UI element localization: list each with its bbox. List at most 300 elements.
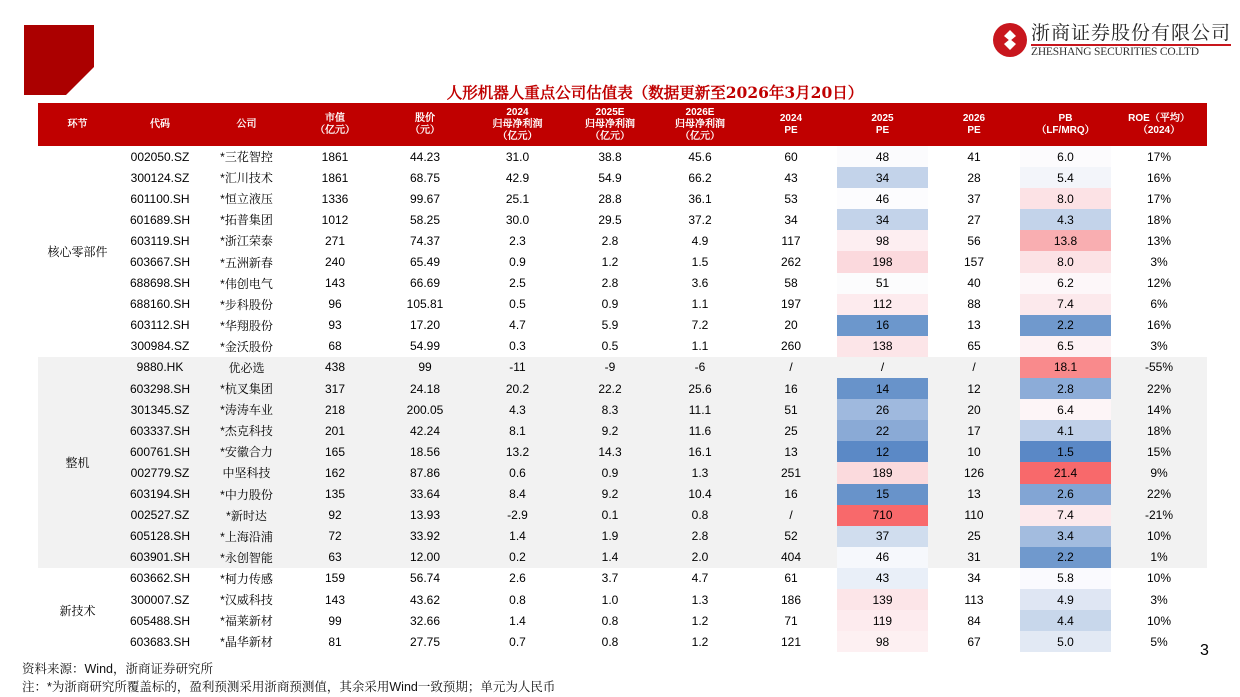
code-cell: 603667.SH <box>129 255 191 270</box>
market-cap-cell: 1336 <box>321 191 349 206</box>
pe-2025-cell: 46 <box>837 188 928 209</box>
table-row <box>38 631 1207 652</box>
pe-2025-cell: 16 <box>837 315 928 336</box>
profit-2025e-cell: 2.8 <box>601 276 619 291</box>
code-cell: 603194.SH <box>117 484 203 505</box>
pb-cell: 6.2 <box>1020 273 1111 294</box>
pb-cell: 7.4 <box>1020 505 1111 526</box>
profit-2026e-cell: 4.7 <box>691 571 709 586</box>
company-cell: *福莱新材 <box>220 614 273 629</box>
profit-2024-cell: 20.2 <box>470 378 565 399</box>
pb-cell: 6.0 <box>1020 146 1111 167</box>
pe-2026-cell: 12 <box>928 378 1020 399</box>
roe-cell: 16% <box>1146 170 1172 185</box>
market-cap-cell: 63 <box>290 547 380 568</box>
column-header: 公司 <box>203 103 290 146</box>
price-cell: 27.75 <box>409 634 441 649</box>
roe-cell: 3% <box>1150 592 1168 607</box>
profit-2025e-cell: 0.8 <box>601 613 619 628</box>
code-cell: 300124.SZ <box>130 170 190 185</box>
pe-2026-cell: 157 <box>963 255 985 270</box>
price-cell: 32.66 <box>409 613 441 628</box>
price-cell: 200.05 <box>380 399 470 420</box>
profit-2025e-cell: 5.9 <box>601 318 619 333</box>
market-cap-cell: 143 <box>324 276 346 291</box>
logo-cn: 浙商证券股份有限公司 <box>1031 22 1232 44</box>
pe-2026-cell: 65 <box>967 339 981 354</box>
pb-cell: 8.0 <box>1020 188 1111 209</box>
profit-2026e-cell: 1.2 <box>691 634 709 649</box>
price-cell: 87.86 <box>380 462 470 483</box>
profit-2025e-cell: 0.9 <box>565 462 655 483</box>
profit-2024-cell: 2.3 <box>509 233 526 248</box>
profit-2024-cell: -2.9 <box>470 505 565 526</box>
pb-cell: 4.3 <box>1020 209 1111 230</box>
pb-cell: 18.1 <box>1020 357 1111 378</box>
code-cell: 600761.SH <box>117 441 203 462</box>
pe-2025-cell: 139 <box>837 589 928 610</box>
company-cell: *永创智能 <box>203 547 290 568</box>
profit-2026e-cell: 66.2 <box>688 170 712 185</box>
pe-2024-cell: 60 <box>784 149 798 164</box>
table-row <box>38 610 1207 631</box>
logo-en: ZHESHANG SECURITIES CO.LTD <box>1031 46 1199 58</box>
table-row <box>38 336 1207 357</box>
code-cell: 002050.SZ <box>130 149 190 164</box>
pe-2025-cell: 119 <box>837 610 928 631</box>
pe-2025-cell: 34 <box>837 209 928 230</box>
pe-2026-cell: 28 <box>967 170 981 185</box>
column-header: 环节 <box>38 103 117 146</box>
code-cell: 002779.SZ <box>117 462 203 483</box>
price-cell: 33.92 <box>380 526 470 547</box>
profit-2024-cell: 31.0 <box>505 149 530 164</box>
profit-2026e-cell: 1.1 <box>691 297 709 312</box>
code-cell: 603112.SH <box>130 318 190 333</box>
company-cell: *华翔股份 <box>220 318 273 333</box>
price-cell: 12.00 <box>380 547 470 568</box>
pe-2024-cell: 61 <box>784 571 798 586</box>
pe-2026-cell: 56 <box>967 233 981 248</box>
roe-cell: 15% <box>1111 441 1207 462</box>
pb-cell: 5.0 <box>1020 631 1111 652</box>
pe-2026-cell: 10 <box>928 441 1020 462</box>
company-cell: *柯力传感 <box>220 571 273 586</box>
column-header: PB （LF/MRQ） <box>1020 103 1111 146</box>
market-cap-cell: 93 <box>328 318 342 333</box>
pe-2024-cell: 51 <box>745 399 837 420</box>
pe-2025-cell: 46 <box>837 547 928 568</box>
pe-2025-cell: 138 <box>837 336 928 357</box>
code-cell: 301345.SZ <box>117 399 203 420</box>
pb-cell: 5.8 <box>1020 568 1111 589</box>
roe-cell: 5% <box>1150 634 1168 649</box>
market-cap-cell: 162 <box>290 462 380 483</box>
roe-cell: 14% <box>1111 399 1207 420</box>
price-cell: 18.56 <box>380 441 470 462</box>
segment-label: 新技术 <box>38 568 117 652</box>
profit-2025e-cell: 8.3 <box>565 399 655 420</box>
profit-2024-cell: 30.0 <box>505 212 530 227</box>
column-header: 股价 （元） <box>380 103 470 146</box>
pe-2025-cell: / <box>837 357 928 378</box>
pb-cell: 4.1 <box>1020 420 1111 441</box>
valuation-table <box>38 103 1207 652</box>
code-cell: 603298.SH <box>117 378 203 399</box>
pe-2026-cell: 88 <box>967 297 981 312</box>
profit-2025e-cell: 54.9 <box>598 170 622 185</box>
profit-2024-cell: 2.6 <box>509 571 526 586</box>
company-cell: *三花智控 <box>220 150 273 165</box>
table-row <box>38 294 1207 315</box>
table-header <box>38 103 1207 146</box>
market-cap-cell: 438 <box>290 357 380 378</box>
profit-2025e-cell: 9.2 <box>565 484 655 505</box>
pe-2024-cell: / <box>745 357 837 378</box>
company-cell: *浙江荣泰 <box>220 234 273 249</box>
pe-2024-cell: 34 <box>784 212 798 227</box>
column-header: 市值 （亿元） <box>290 103 380 146</box>
pe-2025-cell: 51 <box>837 273 928 294</box>
pe-2026-cell: 20 <box>928 399 1020 420</box>
price-cell: 58.25 <box>409 212 441 227</box>
profit-2026e-cell: 16.1 <box>655 441 745 462</box>
column-header: 2025E 归母净利润 （亿元） <box>565 103 655 146</box>
company-cell: *汉威科技 <box>220 593 273 608</box>
profit-2024-cell: 13.2 <box>470 441 565 462</box>
profit-2025e-cell: 1.0 <box>601 592 619 607</box>
code-cell: 601100.SH <box>130 191 190 206</box>
company-cell: *上海沿浦 <box>203 526 290 547</box>
pe-2024-cell: 13 <box>745 441 837 462</box>
roe-cell: -55% <box>1111 357 1207 378</box>
pe-2024-cell: 16 <box>745 378 837 399</box>
profit-2026e-cell: 1.5 <box>691 255 709 270</box>
price-cell: 44.23 <box>409 149 441 164</box>
pe-2024-cell: 20 <box>784 318 798 333</box>
pb-cell: 2.2 <box>1020 315 1111 336</box>
profit-2024-cell: 0.8 <box>509 592 526 607</box>
profit-2024-cell: 1.4 <box>509 613 526 628</box>
pe-2025-cell: 15 <box>837 484 928 505</box>
company-logo <box>993 22 1231 58</box>
pe-2024-cell: 58 <box>784 276 798 291</box>
table-row <box>38 167 1207 188</box>
price-cell: 54.99 <box>409 339 441 354</box>
logo-icon <box>993 23 1027 57</box>
pe-2026-cell: 67 <box>967 634 981 649</box>
pe-2024-cell: / <box>745 505 837 526</box>
profit-2025e-cell: 0.5 <box>601 339 619 354</box>
column-header: 2025 PE <box>837 103 928 146</box>
pe-2025-cell: 34 <box>837 167 928 188</box>
market-cap-cell: 1861 <box>321 170 349 185</box>
table-row <box>38 251 1207 272</box>
table-row <box>38 484 1207 505</box>
pb-cell: 4.4 <box>1020 610 1111 631</box>
roe-cell: 10% <box>1146 571 1172 586</box>
code-cell: 300984.SZ <box>130 339 190 354</box>
pe-2026-cell: 84 <box>967 613 981 628</box>
price-cell: 17.20 <box>409 318 441 333</box>
profit-2025e-cell: 22.2 <box>565 378 655 399</box>
column-header: ROE（平均） （2024） <box>1111 103 1207 146</box>
table-row <box>38 230 1207 251</box>
profit-2024-cell: 2.5 <box>509 276 526 291</box>
market-cap-cell: 1012 <box>321 212 349 227</box>
company-cell: *汇川技术 <box>220 171 273 186</box>
price-cell: 66.69 <box>409 276 441 291</box>
profit-2026e-cell: 2.8 <box>655 526 745 547</box>
roe-cell: 18% <box>1146 212 1172 227</box>
roe-cell: 22% <box>1111 484 1207 505</box>
table-row <box>38 589 1207 610</box>
profit-2024-cell: 4.3 <box>470 399 565 420</box>
table-title: 人形机器人重点公司估值表（数据更新至2026年3月20日） <box>446 83 864 102</box>
roe-cell: 16% <box>1146 318 1172 333</box>
profit-2024-cell: 0.2 <box>470 547 565 568</box>
profit-2025e-cell: 29.5 <box>598 212 622 227</box>
pb-cell: 5.4 <box>1020 167 1111 188</box>
pb-cell: 13.8 <box>1020 230 1111 251</box>
code-cell: 601689.SH <box>129 212 191 227</box>
company-cell: *金沃股份 <box>220 339 273 354</box>
pe-2026-cell: 34 <box>967 571 981 586</box>
market-cap-cell: 92 <box>290 505 380 526</box>
pb-cell: 7.4 <box>1020 294 1111 315</box>
pe-2026-cell: 41 <box>967 149 981 164</box>
price-cell: 68.75 <box>409 170 441 185</box>
pb-cell: 2.8 <box>1020 378 1111 399</box>
profit-2025e-cell: 28.8 <box>598 191 622 206</box>
code-cell: 9880.HK <box>117 357 203 378</box>
market-cap-cell: 240 <box>324 255 346 270</box>
code-cell: 605488.SH <box>129 613 191 628</box>
market-cap-cell: 96 <box>328 297 342 312</box>
pe-2025-cell: 98 <box>837 230 928 251</box>
table-row <box>38 399 1207 420</box>
pe-2026-cell: 13 <box>928 484 1020 505</box>
profit-2026e-cell: -6 <box>655 357 745 378</box>
profit-2026e-cell: 1.3 <box>655 462 745 483</box>
pe-2025-cell: 22 <box>837 420 928 441</box>
column-header: 2024 PE <box>745 103 837 146</box>
price-cell: 33.64 <box>380 484 470 505</box>
company-cell: *安徽合力 <box>203 441 290 462</box>
code-cell: 603337.SH <box>117 420 203 441</box>
code-cell: 688160.SH <box>129 297 191 312</box>
segment-label: 整机 <box>38 357 117 568</box>
profit-2024-cell: 0.3 <box>509 339 526 354</box>
pb-cell: 21.4 <box>1020 462 1111 483</box>
profit-2024-cell: 0.7 <box>509 634 526 649</box>
profit-2026e-cell: 4.9 <box>691 233 709 248</box>
pe-2024-cell: 121 <box>780 634 802 649</box>
profit-2026e-cell: 36.1 <box>688 191 712 206</box>
pe-2024-cell: 251 <box>745 462 837 483</box>
pe-2026-cell: 25 <box>928 526 1020 547</box>
table-row <box>38 357 1207 378</box>
pe-2024-cell: 186 <box>780 592 802 607</box>
pb-cell: 2.2 <box>1020 547 1111 568</box>
pe-2025-cell: 48 <box>837 146 928 167</box>
profit-2024-cell: 4.7 <box>509 318 526 333</box>
profit-2024-cell: 8.1 <box>470 420 565 441</box>
pe-2024-cell: 262 <box>780 255 802 270</box>
table-row <box>38 568 1207 589</box>
roe-cell: 13% <box>1146 233 1172 248</box>
company-cell: *晶华新材 <box>220 635 273 650</box>
market-cap-cell: 159 <box>324 571 346 586</box>
profit-2026e-cell: 1.2 <box>691 613 709 628</box>
pe-2026-cell: 40 <box>967 276 981 291</box>
code-cell: 603683.SH <box>129 634 191 649</box>
coverage-note: 注：*为浙商研究所覆盖标的，盈利预测采用浙商预测值，其余采用Wind一致预期；单元为人民币 <box>22 680 556 694</box>
company-cell: *杭叉集团 <box>203 378 290 399</box>
pe-2025-cell: 710 <box>837 505 928 526</box>
roe-cell: 12% <box>1146 276 1172 291</box>
company-cell: 中坚科技 <box>203 462 290 483</box>
profit-2026e-cell: 11.1 <box>655 399 745 420</box>
pe-2024-cell: 404 <box>745 547 837 568</box>
profit-2024-cell: 0.5 <box>509 297 526 312</box>
company-cell: *拓普集团 <box>220 213 273 228</box>
price-cell: 13.93 <box>380 505 470 526</box>
pb-cell: 3.4 <box>1020 526 1111 547</box>
table-row <box>38 441 1207 462</box>
pe-2024-cell: 52 <box>745 526 837 547</box>
pe-2025-cell: 112 <box>837 294 928 315</box>
pe-2025-cell: 26 <box>837 399 928 420</box>
company-cell: *伟创电气 <box>220 276 273 291</box>
market-cap-cell: 143 <box>324 592 346 607</box>
market-cap-cell: 135 <box>290 484 380 505</box>
profit-2024-cell: 8.4 <box>470 484 565 505</box>
price-cell: 99.67 <box>409 191 441 206</box>
price-cell: 105.81 <box>406 297 444 312</box>
code-cell: 300007.SZ <box>130 592 190 607</box>
market-cap-cell: 165 <box>290 441 380 462</box>
profit-2026e-cell: 0.8 <box>655 505 745 526</box>
company-cell: *步科股份 <box>220 297 273 312</box>
pb-cell: 1.5 <box>1020 441 1111 462</box>
price-cell: 42.24 <box>380 420 470 441</box>
profit-2025e-cell: 0.9 <box>601 297 619 312</box>
profit-2025e-cell: 2.8 <box>601 233 619 248</box>
company-cell: *五洲新春 <box>220 255 273 270</box>
pb-cell: 6.4 <box>1020 399 1111 420</box>
profit-2026e-cell: 1.3 <box>691 592 709 607</box>
profit-2026e-cell: 1.1 <box>691 339 709 354</box>
company-cell: *杰克科技 <box>203 420 290 441</box>
pe-2025-cell: 43 <box>837 568 928 589</box>
pe-2026-cell: / <box>928 357 1020 378</box>
pe-2024-cell: 53 <box>784 191 798 206</box>
profit-2025e-cell: 1.4 <box>565 547 655 568</box>
pe-2026-cell: 31 <box>928 547 1020 568</box>
footnotes <box>22 660 555 696</box>
table-row <box>38 526 1207 547</box>
profit-2025e-cell: 1.2 <box>601 255 619 270</box>
profit-2026e-cell: 25.6 <box>655 378 745 399</box>
profit-2024-cell: 42.9 <box>505 170 530 185</box>
profit-2026e-cell: 45.6 <box>688 149 712 164</box>
code-cell: 603662.SH <box>129 571 191 586</box>
column-header: 代码 <box>117 103 203 146</box>
market-cap-cell: 201 <box>290 420 380 441</box>
pe-2024-cell: 117 <box>781 233 801 248</box>
table-row <box>38 462 1207 483</box>
roe-cell: 3% <box>1150 255 1168 270</box>
pb-cell: 2.6 <box>1020 484 1111 505</box>
table-row <box>38 146 1207 167</box>
profit-2026e-cell: 7.2 <box>691 318 709 333</box>
profit-2024-cell: 0.9 <box>509 255 526 270</box>
table-row <box>38 505 1207 526</box>
table-row <box>38 315 1207 336</box>
pe-2025-cell: 37 <box>837 526 928 547</box>
price-cell: 43.62 <box>409 592 441 607</box>
pe-2024-cell: 43 <box>784 170 798 185</box>
price-cell: 74.37 <box>409 233 441 248</box>
pe-2025-cell: 98 <box>837 631 928 652</box>
pe-2026-cell: 17 <box>928 420 1020 441</box>
profit-2026e-cell: 37.2 <box>688 212 712 227</box>
pb-cell: 6.5 <box>1020 336 1111 357</box>
market-cap-cell: 68 <box>328 339 342 354</box>
pb-cell: 4.9 <box>1020 589 1111 610</box>
profit-2026e-cell: 3.6 <box>691 276 709 291</box>
market-cap-cell: 271 <box>324 233 346 248</box>
roe-cell: 18% <box>1111 420 1207 441</box>
company-cell: *恒立液压 <box>220 192 273 207</box>
pe-2025-cell: 14 <box>837 378 928 399</box>
code-cell: 688698.SH <box>129 276 191 291</box>
profit-2025e-cell: 1.9 <box>565 526 655 547</box>
market-cap-cell: 218 <box>290 399 380 420</box>
code-cell: 002527.SZ <box>117 505 203 526</box>
roe-cell: 10% <box>1146 613 1172 628</box>
roe-cell: 9% <box>1111 462 1207 483</box>
profit-2024-cell: 25.1 <box>505 191 530 206</box>
table-row <box>38 378 1207 399</box>
pe-2026-cell: 13 <box>967 318 981 333</box>
pe-2024-cell: 197 <box>780 297 802 312</box>
market-cap-cell: 317 <box>290 378 380 399</box>
roe-cell: 1% <box>1111 547 1207 568</box>
company-cell: 优必选 <box>203 357 290 378</box>
table-row <box>38 188 1207 209</box>
page-number: 3 <box>1200 642 1209 659</box>
pe-2025-cell: 198 <box>837 251 928 272</box>
profit-2024-cell: -11 <box>470 357 565 378</box>
roe-cell: 3% <box>1150 339 1168 354</box>
column-header: 2026 PE <box>928 103 1020 146</box>
market-cap-cell: 72 <box>290 526 380 547</box>
company-cell: *中力股份 <box>203 484 290 505</box>
roe-cell: 17% <box>1146 191 1172 206</box>
profit-2026e-cell: 11.6 <box>655 420 745 441</box>
price-cell: 56.74 <box>409 571 441 586</box>
roe-cell: 17% <box>1146 149 1172 164</box>
column-header: 2024 归母净利润 （亿元） <box>470 103 565 146</box>
pe-2024-cell: 16 <box>745 484 837 505</box>
table-row <box>38 209 1207 230</box>
pb-cell: 8.0 <box>1020 251 1111 272</box>
pe-2026-cell: 110 <box>928 505 1020 526</box>
code-cell: 605128.SH <box>117 526 203 547</box>
code-cell: 603901.SH <box>117 547 203 568</box>
